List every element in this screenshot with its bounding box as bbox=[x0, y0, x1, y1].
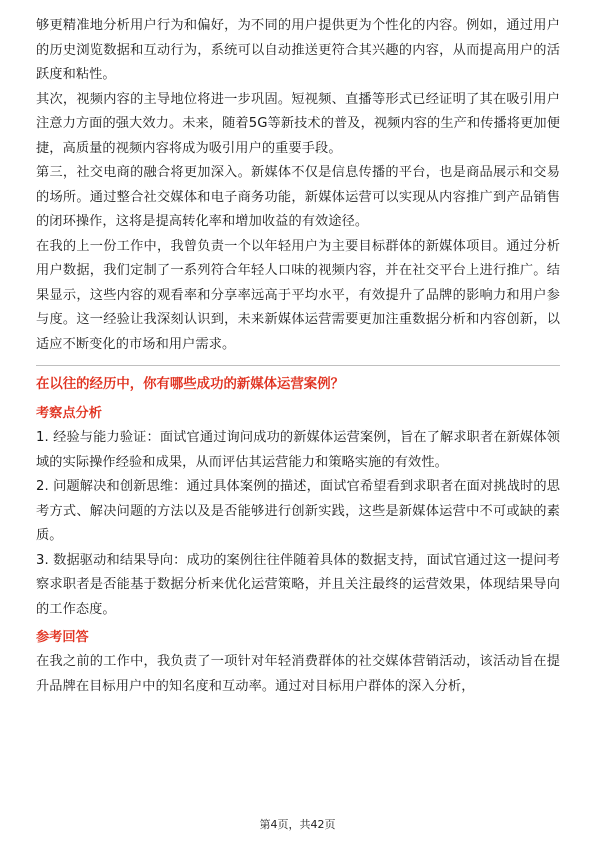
reference-heading: 参考回答 bbox=[36, 630, 89, 645]
interview-question: 在以往的经历中，你有哪些成功的新媒体运营案例？ bbox=[36, 377, 344, 392]
body-paragraph-2: 其次，视频内容的主导地位将进一步巩固。短视频、直播等形式已经证明了其在吸引用户注意力方面的强大效力。未来，随着5G等新技术的普及，视频内容的生产和传播将更加便捷，高质量的视频内容将成为吸引用户的重要手段。 bbox=[36, 91, 560, 156]
analysis-heading: 考察点分析 bbox=[36, 406, 102, 421]
section-divider bbox=[36, 365, 560, 366]
body-paragraph-1: 够更精准地分析用户行为和偏好，为不同的用户提供更为个性化的内容。例如，通过用户的历史浏览数据和互动行为，系统可以自动推送更符合其兴趣的内容，从而提高用户的活跃度和粘性。 bbox=[36, 18, 560, 82]
page-number: 第4页，共42页 bbox=[259, 818, 336, 831]
analysis-point-2: 2. 问题解决和创新思维：通过具体案例的描述，面试官希望看到求职者在面对挑战时的思考方式、解决问题的方法以及是否能够进行创新实践，这些是新媒体运营中不可或缺的素质。 bbox=[36, 479, 560, 543]
body-paragraph-4: 在我的上一份工作中，我曾负责一个以年轻用户为主要目标群体的新媒体项目。通过分析用户数据，我们定制了一系列符合年轻人口味的视频内容，并在社交平台上进行推广。结果显示，这些内容的观看率和分享率远高于平均水平，有效提升了品牌的影响力和用户参与度。这一经验让我深刻认识到，未来新媒体运营需要更加注重数据分析和内容创新，以适应不断变化的市场和用户需求。 bbox=[36, 238, 560, 352]
document-page bbox=[36, 14, 560, 699]
body-paragraph-3: 第三，社交电商的融合将更加深入。新媒体不仅是信息传播的平台，也是商品展示和交易的场所。通过整合社交媒体和电子商务功能，新媒体运营可以实现从内容推广到产品销售的闭环操作，这将是提高转化率和增加收益的有效途径。 bbox=[36, 165, 560, 229]
reference-answer: 在我之前的工作中，我负责了一项针对年轻消费群体的社交媒体营销活动，该活动旨在提升品牌在目标用户中的知名度和互动率。通过对目标用户群体的深入分析， bbox=[36, 654, 560, 694]
analysis-point-3: 3. 数据驱动和结果导向：成功的案例往往伴随着具体的数据支持，面试官通过这一提问考察求职者是否能基于数据分析来优化运营策略，并且关注最终的运营效果，体现结果导向的工作态度。 bbox=[36, 552, 560, 617]
analysis-point-1: 1. 经验与能力验证：面试官通过询问成功的新媒体运营案例，旨在了解求职者在新媒体领域的实际操作经验和成果，从而评估其运营能力和策略实施的有效性。 bbox=[36, 430, 560, 470]
